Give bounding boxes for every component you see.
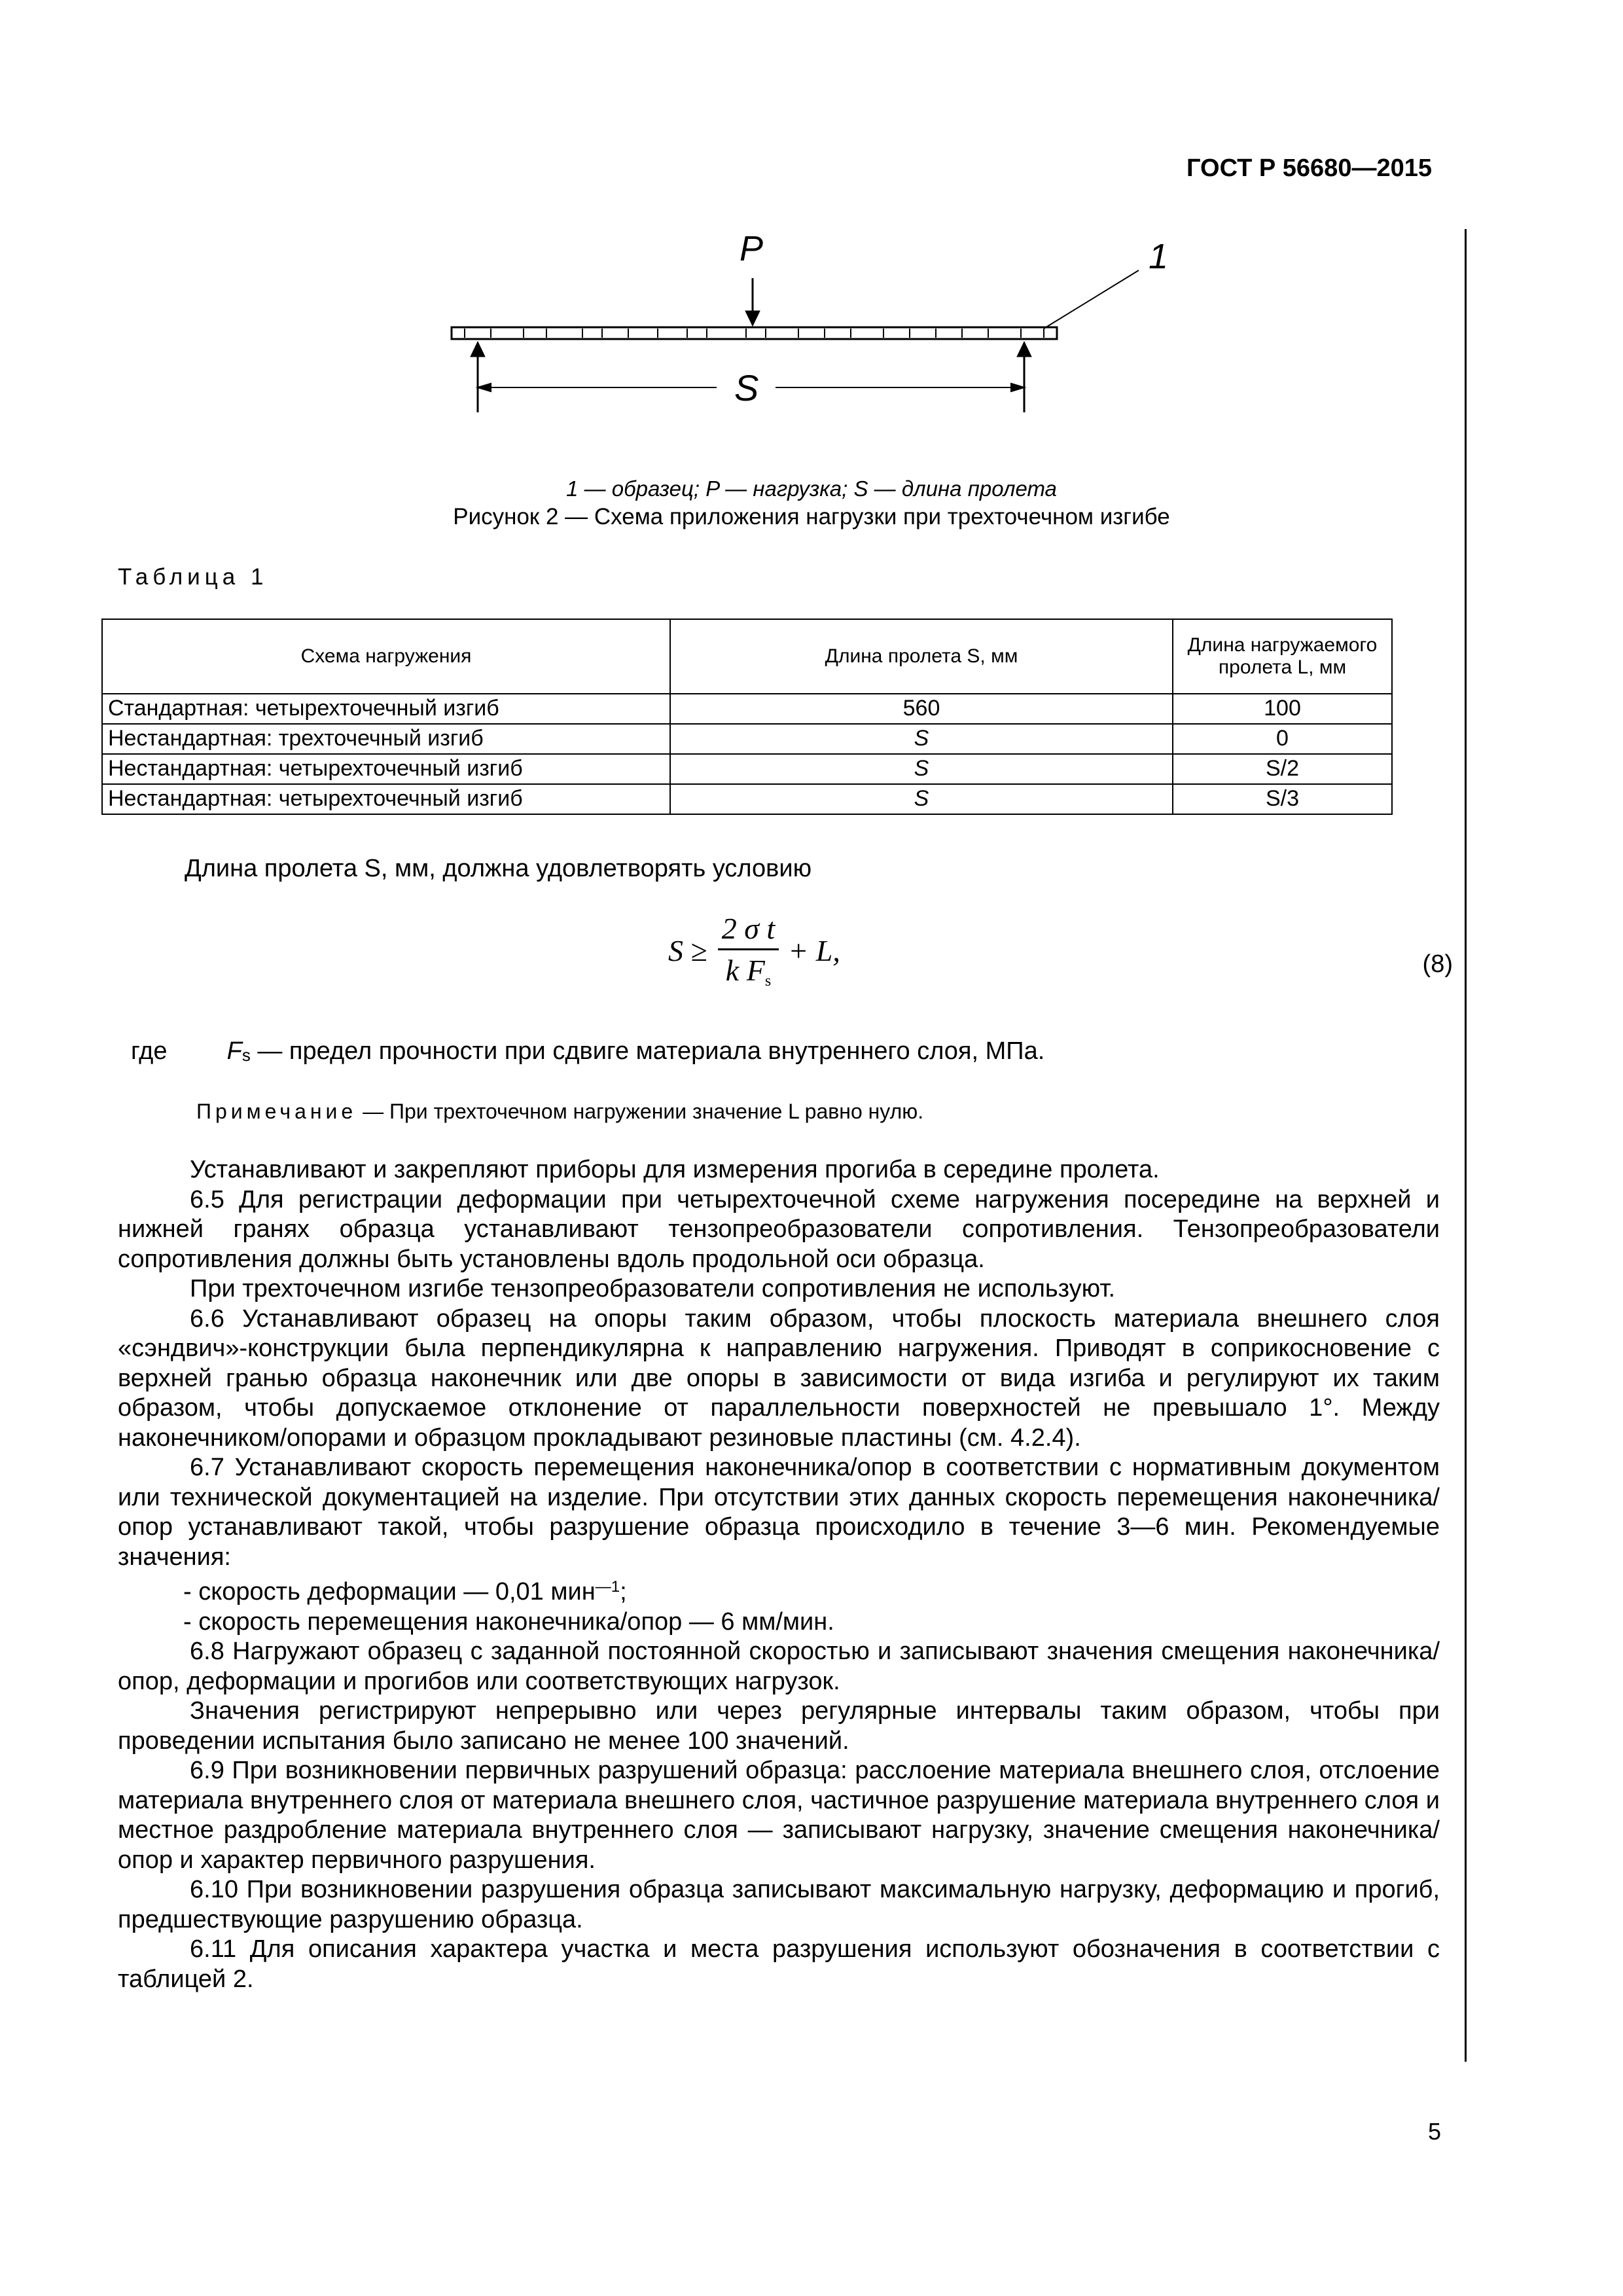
formula-denominator: k $F_s$ <box>725 954 772 990</box>
figure-legend: 1 — образец; P — нагрузка; S — длина пролета <box>566 476 1057 501</box>
table-cell: 100 <box>1173 694 1392 724</box>
formula-number: (8) <box>1422 950 1453 978</box>
page-number: 5 <box>1427 2118 1441 2145</box>
where-symbol: F <box>226 1037 242 1065</box>
formula-8 <box>668 911 841 990</box>
table-header-cell: Длина нагружаемого пролета L, мм <box>1173 619 1392 694</box>
note-label: Примечание <box>196 1100 357 1123</box>
table-header-cell: Схема нагружения <box>102 619 670 694</box>
list-item: - скорость перемещения наконечника/опор — 6 мм/мин. <box>183 1607 834 1636</box>
table-cell: Нестандартная: четырехточечный изгиб <box>102 784 670 814</box>
leader-line <box>1044 270 1139 329</box>
formula-rhs: + L, <box>788 934 840 967</box>
paragraph: При трехточечном изгибе тензопреобразователи сопротивления не используют. <box>190 1275 1116 1302</box>
load-label: P <box>740 229 764 268</box>
table-cell: S/3 <box>1173 784 1392 814</box>
paragraph-6-6: 6.6 Устанавливают образец на опоры таким образом, чтобы плоскость материала внешнего слоя «сэндвич»-конструкции была перпендикулярна к направлению нагружения. Приводят в соприкосновение с верхней гранью образца наконечник или две опоры в зависимости от вида изгиба и регулируют их таким образом, чтобы допускаемое отклонение от параллельности поверхностей не превышало 1°. Между наконечником/опорами и образцом прокладывают резиновые пластины (см. 4.2.4). <box>118 1304 1440 1452</box>
table-row <box>102 694 1392 724</box>
table-cell: S/2 <box>1173 754 1392 784</box>
paragraph-6-11: 6.11 Для описания характера участка и места разрушения используют обозначения в соответствии с таблицей 2. <box>118 1935 1440 1993</box>
where-word: где <box>131 1037 168 1065</box>
table-header-cell: Длина пролета S, мм <box>670 619 1173 694</box>
paragraph: Устанавливают и закрепляют приборы для измерения прогиба в середине пролета. <box>190 1156 1160 1183</box>
right-support-arrow <box>1017 342 1031 412</box>
note-text: — При трехточечном нагружении значение L равно нулю. <box>363 1100 924 1123</box>
paragraph-6-10: 6.10 При возникновении разрушения образца записывают максимальную нагрузку, деформацию и прогиб, предшествующие разрушению образца. <box>118 1876 1440 1933</box>
table-cell: 560 <box>670 694 1173 724</box>
table-cell: S <box>670 754 1173 784</box>
where-text: — предел прочности при сдвиге материала внутреннего слоя, МПа. <box>257 1037 1045 1065</box>
formula-lhs: S ≥ <box>668 934 707 967</box>
condition-intro: Длина пролета S, мм, должна удовлетворять условию <box>185 855 812 882</box>
where-clause: где Fs — предел прочности при сдвиге материала внутреннего слоя, МПа. <box>131 1037 1045 1065</box>
figure-caption: Рисунок 2 — Схема приложения нагрузки при трехточечном изгибе <box>453 504 1170 529</box>
paragraph-6-9: 6.9 При возникновении первичных разрушений образца: расслоение материала внешнего слоя, отслоение материала внутреннего слоя от материала внешнего слоя, частичное разрушение материала внутреннего слоя и местное раздробление материала внутреннего слоя — записывают нагрузку, значение смещения наконечника/опор и характер первичного разрушения. <box>118 1757 1440 1874</box>
paragraph-6-7: 6.7 Устанавливают скорость перемещения наконечника/опор в соответствии с нормативным документом или технической документацией на изделие. При отсутствии этих данных скорость перемещения наконечника/опор устанавливают такой, чтобы разрушение образца происходило в течение 3—6 мин. Рекомендуемые значения: <box>118 1454 1440 1571</box>
document-code: ГОСТ Р 56680—2015 <box>1186 154 1432 182</box>
paragraph-6-8: 6.8 Нагружают образец с заданной постоянной скоростью и записывают значения смещения наконечника/опор, деформации и прогибов или соответствующих нагрузок. <box>118 1638 1440 1695</box>
span-label: S <box>734 367 759 408</box>
table-row <box>102 784 1392 814</box>
specimen-label: 1 <box>1149 237 1169 276</box>
list-item: - скорость деформации — 0,01 мин$^{—1}$; <box>183 1578 627 1605</box>
table-cell: 0 <box>1173 724 1392 754</box>
table-cell: S <box>670 784 1173 814</box>
load-arrow <box>745 278 760 326</box>
table-cell: Нестандартная: трехточечный изгиб <box>102 724 670 754</box>
bending-scheme-figure <box>432 216 1217 478</box>
table-1 <box>101 619 1393 815</box>
table-cell: Стандартная: четырехточечный изгиб <box>102 694 670 724</box>
table-row <box>102 754 1392 784</box>
left-support-arrow <box>471 342 485 412</box>
body-text <box>118 1155 1440 1994</box>
table-label: Таблица 1 <box>118 564 268 590</box>
paragraph-6-5: 6.5 Для регистрации деформации при четырехточечной схеме нагружения посередине на верхней и нижней гранях образца устанавливают тензопреобразователи сопротивления. Тензопреобразователи сопротивления должны быть установлены вдоль продольной оси образца. <box>118 1185 1440 1273</box>
table-header-row <box>102 619 1392 694</box>
table-cell: S <box>670 724 1173 754</box>
table-cell: Нестандартная: четырехточечный изгиб <box>102 754 670 784</box>
table-row <box>102 724 1392 754</box>
note <box>196 1100 923 1124</box>
paragraph: Значения регистрируют непрерывно или через регулярные интервалы таким образом, чтобы при проведении испытания было записано не менее 100 значений. <box>118 1697 1440 1755</box>
formula-numerator: 2 σ t <box>718 911 779 950</box>
specimen-beam <box>452 327 1057 339</box>
